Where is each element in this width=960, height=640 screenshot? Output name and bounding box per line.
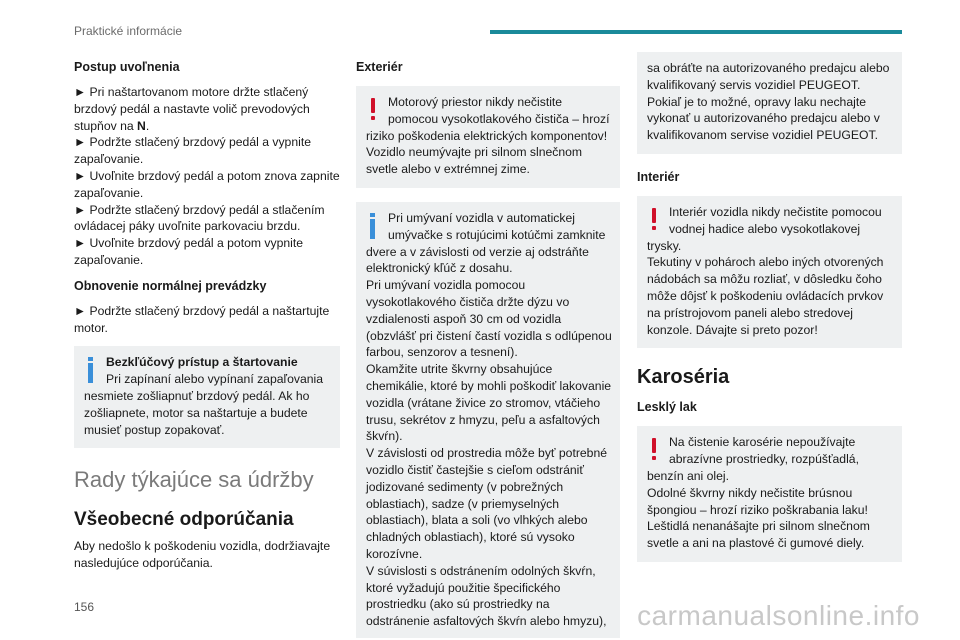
warning-box-interior [637,196,902,348]
warning-box-interior-p2: Tekutiny v pohároch alebo iných otvorených nádobách sa môžu rozliať, v dôsledku čoho môže dôjsť k poškodeniu ovládacích prvkov na prístrojovom paneli alebo stredovej konzole. Dávajte si preto pozor! [647,255,884,337]
info-box-keyless [74,346,340,448]
watermark: carmanualsonline.info [637,600,920,631]
general-recommendations-text: Aby nedošlo k poškodeniu vozidla, dodržiavajte nasledujúce odporúčania. [74,539,331,571]
info-box-washing-p4: V závislosti od prostredia môže byť potrebné vozidlo čistiť častejšie s cieľom odstrániť jodizované sedimenty (v pobrežných oblastiach), sadze (v priemyselných oblastiach), blata a soli (vo vlhkých alebo chladných oblastiach), ktoré sú vysoko korozívne. [366,446,607,561]
heading-restore-normal: Obnovenie normálnej prevádzky [74,278,267,293]
heading-bodywork: Karoséria [637,366,730,389]
release-step-4: ► Podržte stlačený brzdový pedál a stlačením ovládacej páky uvoľnite parkovaciu brzdu. [74,202,325,234]
info-box-washing-p1: Pri umývaní vozidla v automatickej umývačke s rotujúcimi kotúčmi zamknite dvere a v závislosti od verzie aj odstráňte elektronický kľúč z dosahu. [366,210,606,276]
heading-release-procedure: Postup uvoľnenia [74,60,180,74]
heading-maintenance-tips: Rady týkajúce sa údržby [74,467,314,493]
info-box-continued-text: sa obráťte na autorizovaného predajcu alebo kvalifikovaný servis vozidiel PEUGEOT. Pokiaľ je to možné, opravy laku nechajte vykonať u autorizovaného predajcu alebo v kvalifikovanom servise vozidiel PEUGEOT. [647,61,890,143]
warning-icon [647,434,663,464]
column-2 [356,58,620,640]
heading-interior: Interiér [637,169,680,184]
warning-box-engine [356,86,620,188]
warning-box-gloss-p1: Na čistenie karosérie nepoužívajte abrazívne prostriedky, rozpúšťadlá, benzín ani olej. [647,435,859,483]
release-step-2: ► Podržte stlačený brzdový pedál a vypnite zapaľovanie. [74,135,311,167]
info-box-keyless-text: Pri zapínaní alebo vypínaní zapaľovania nesmiete zošliapnuť brzdový pedál. Ak ho zošliapnete, motor sa naštartuje a budete musieť postup zopakovať. [84,372,323,437]
column-3 [637,58,902,576]
info-box-keyless-title: Bezkľúčový prístup a štartovanie [106,355,298,370]
gear-n: N [137,118,146,133]
warning-box-gloss [637,426,902,562]
warning-box-gloss-p2: Odolné škvrny nikdy nečistite brúsnou špongiou – hrozí riziko poškrabania laku! Leštidlá nenanášajte pri silnom slnečnom svetle a ani na plastové či gumové diely. [647,485,870,551]
heading-general-recommendations: Všeobecné odporúčania [74,509,294,531]
release-steps [74,84,340,269]
release-step-1-end: . [145,118,150,133]
header-accent-bar [490,30,902,34]
warning-box-interior-p1: Interiér vozidla nikdy nečistite pomocou vodnej hadice alebo vysokotlakovej trysky. [647,204,882,253]
running-header: Praktické informácie [74,24,183,38]
restore-step: ► Podržte stlačený brzdový pedál a naštartujte motor. [74,303,330,335]
info-box-washing-p3: Okamžite utrite škvrny obsahujúce chemikálie, ktoré by mohli poškodiť lakovanie vozidla (vrátane živice zo stromov, vtáčieho trusu, sekrétov z hmyzu, peľu a asfaltových škvŕn). [366,362,612,444]
warning-icon [366,94,382,124]
info-box-continued [637,52,902,154]
release-step-3: ► Uvoľnite brzdový pedál a potom znova zapnite zapaľovanie. [74,168,340,200]
release-step-1: ► Pri naštartovanom motore držte stlačený brzdový pedál a nastavte volič prevodových stupňov na [74,85,310,133]
info-box-washing-p5: V súvislosti s odstránením odolných škvŕn, ktoré vyžadujú použitie špecifického prostriedku (ako sú prostriedky na odstránenie asfaltových škvŕn alebo hmyzu), [366,563,607,629]
warning-box-engine-text: Motorový priestor nikdy nečistite pomocou vysokotlakového čističa – hrozí riziko poškodenia elektrických komponentov! Vozidlo neumývajte pri silnom slnečnom svetle alebo v extrémnej zime. [366,95,610,177]
info-box-washing-p2: Pri umývaní vozidla pomocou vysokotlakového čističa držte dýzu vo vzdialenosti aspoň 30 cm od vozidla (obzvlášť pri čistení častí vozidla s odlúpenou farbou, senzorov a tesnení). [366,278,612,360]
page-number: 156 [74,600,95,614]
heading-exterior: Exteriér [356,60,403,74]
column-1 [74,58,340,572]
info-box-washing [356,202,620,638]
warning-icon [647,204,663,234]
info-icon [366,210,382,240]
release-step-5: ► Uvoľnite brzdový pedál a potom vypnite zapaľovanie. [74,236,304,267]
info-icon [84,354,100,384]
heading-gloss-paint: Lesklý lak [637,400,697,415]
